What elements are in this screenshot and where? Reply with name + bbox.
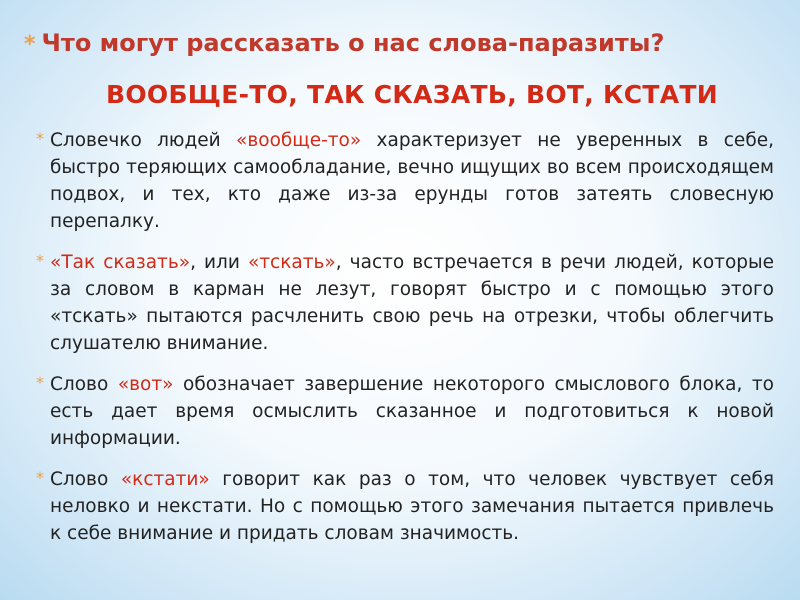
bullet-star-icon: * [24,32,36,57]
bullet-star-icon: * [36,468,44,487]
bullet-star-icon: * [36,129,44,148]
paragraph-text: , часто встречается в речи людей, которые за словом в карман не лезут, говорят быстро и с помощью этого «тскать» пытаются расчленить свою речь на отрезки, чтобы облегчить слушателю внимание. [50,252,775,354]
paragraph-text: характеризует не уверенных в себе, быстро теряющих самообладание, вечно ищущих во всем происходящем подвох, и тех, кто даже из-за ерунды готов затеять словесную перепалку. [50,130,774,232]
paragraph-text: говорит как раз о том, что человек чувствует себя неловко и некстати. Но с помощью этого замечания пытается привлечь к себе внимание и придать словам значимость. [50,469,774,544]
paragraph-text: Словечко людей [50,130,237,151]
paragraph-vot [36,371,774,452]
paragraph-text: , или [190,252,248,273]
slide-title [24,26,784,62]
slide-body [36,127,774,561]
highlighted-word: «Так сказать» [50,252,191,273]
slide-subtitle: ВООБЩЕ-ТО, ТАК СКАЗАТЬ, ВОТ, КСТАТИ [105,80,719,109]
paragraph-text: Слово [50,374,118,395]
slide-title-text: Что могут рассказать о нас слова-паразиты? [41,29,665,57]
bullet-star-icon: * [36,251,44,270]
highlighted-word: «тскать» [247,252,336,273]
paragraph-tak-skazat [36,249,774,357]
paragraph-kstati [36,466,774,547]
paragraph-vobshche-to [36,127,774,235]
highlighted-word: «вообще-то» [236,130,362,151]
paragraph-text: обозначает завершение некоторого смыслового блока, то есть дает время осмыслить сказанное и подготовиться к новой информации. [50,374,774,449]
paragraph-text: Слово [50,469,121,490]
highlighted-word: «кстати» [120,469,210,490]
highlighted-word: «вот» [117,374,174,395]
bullet-star-icon: * [36,373,44,392]
